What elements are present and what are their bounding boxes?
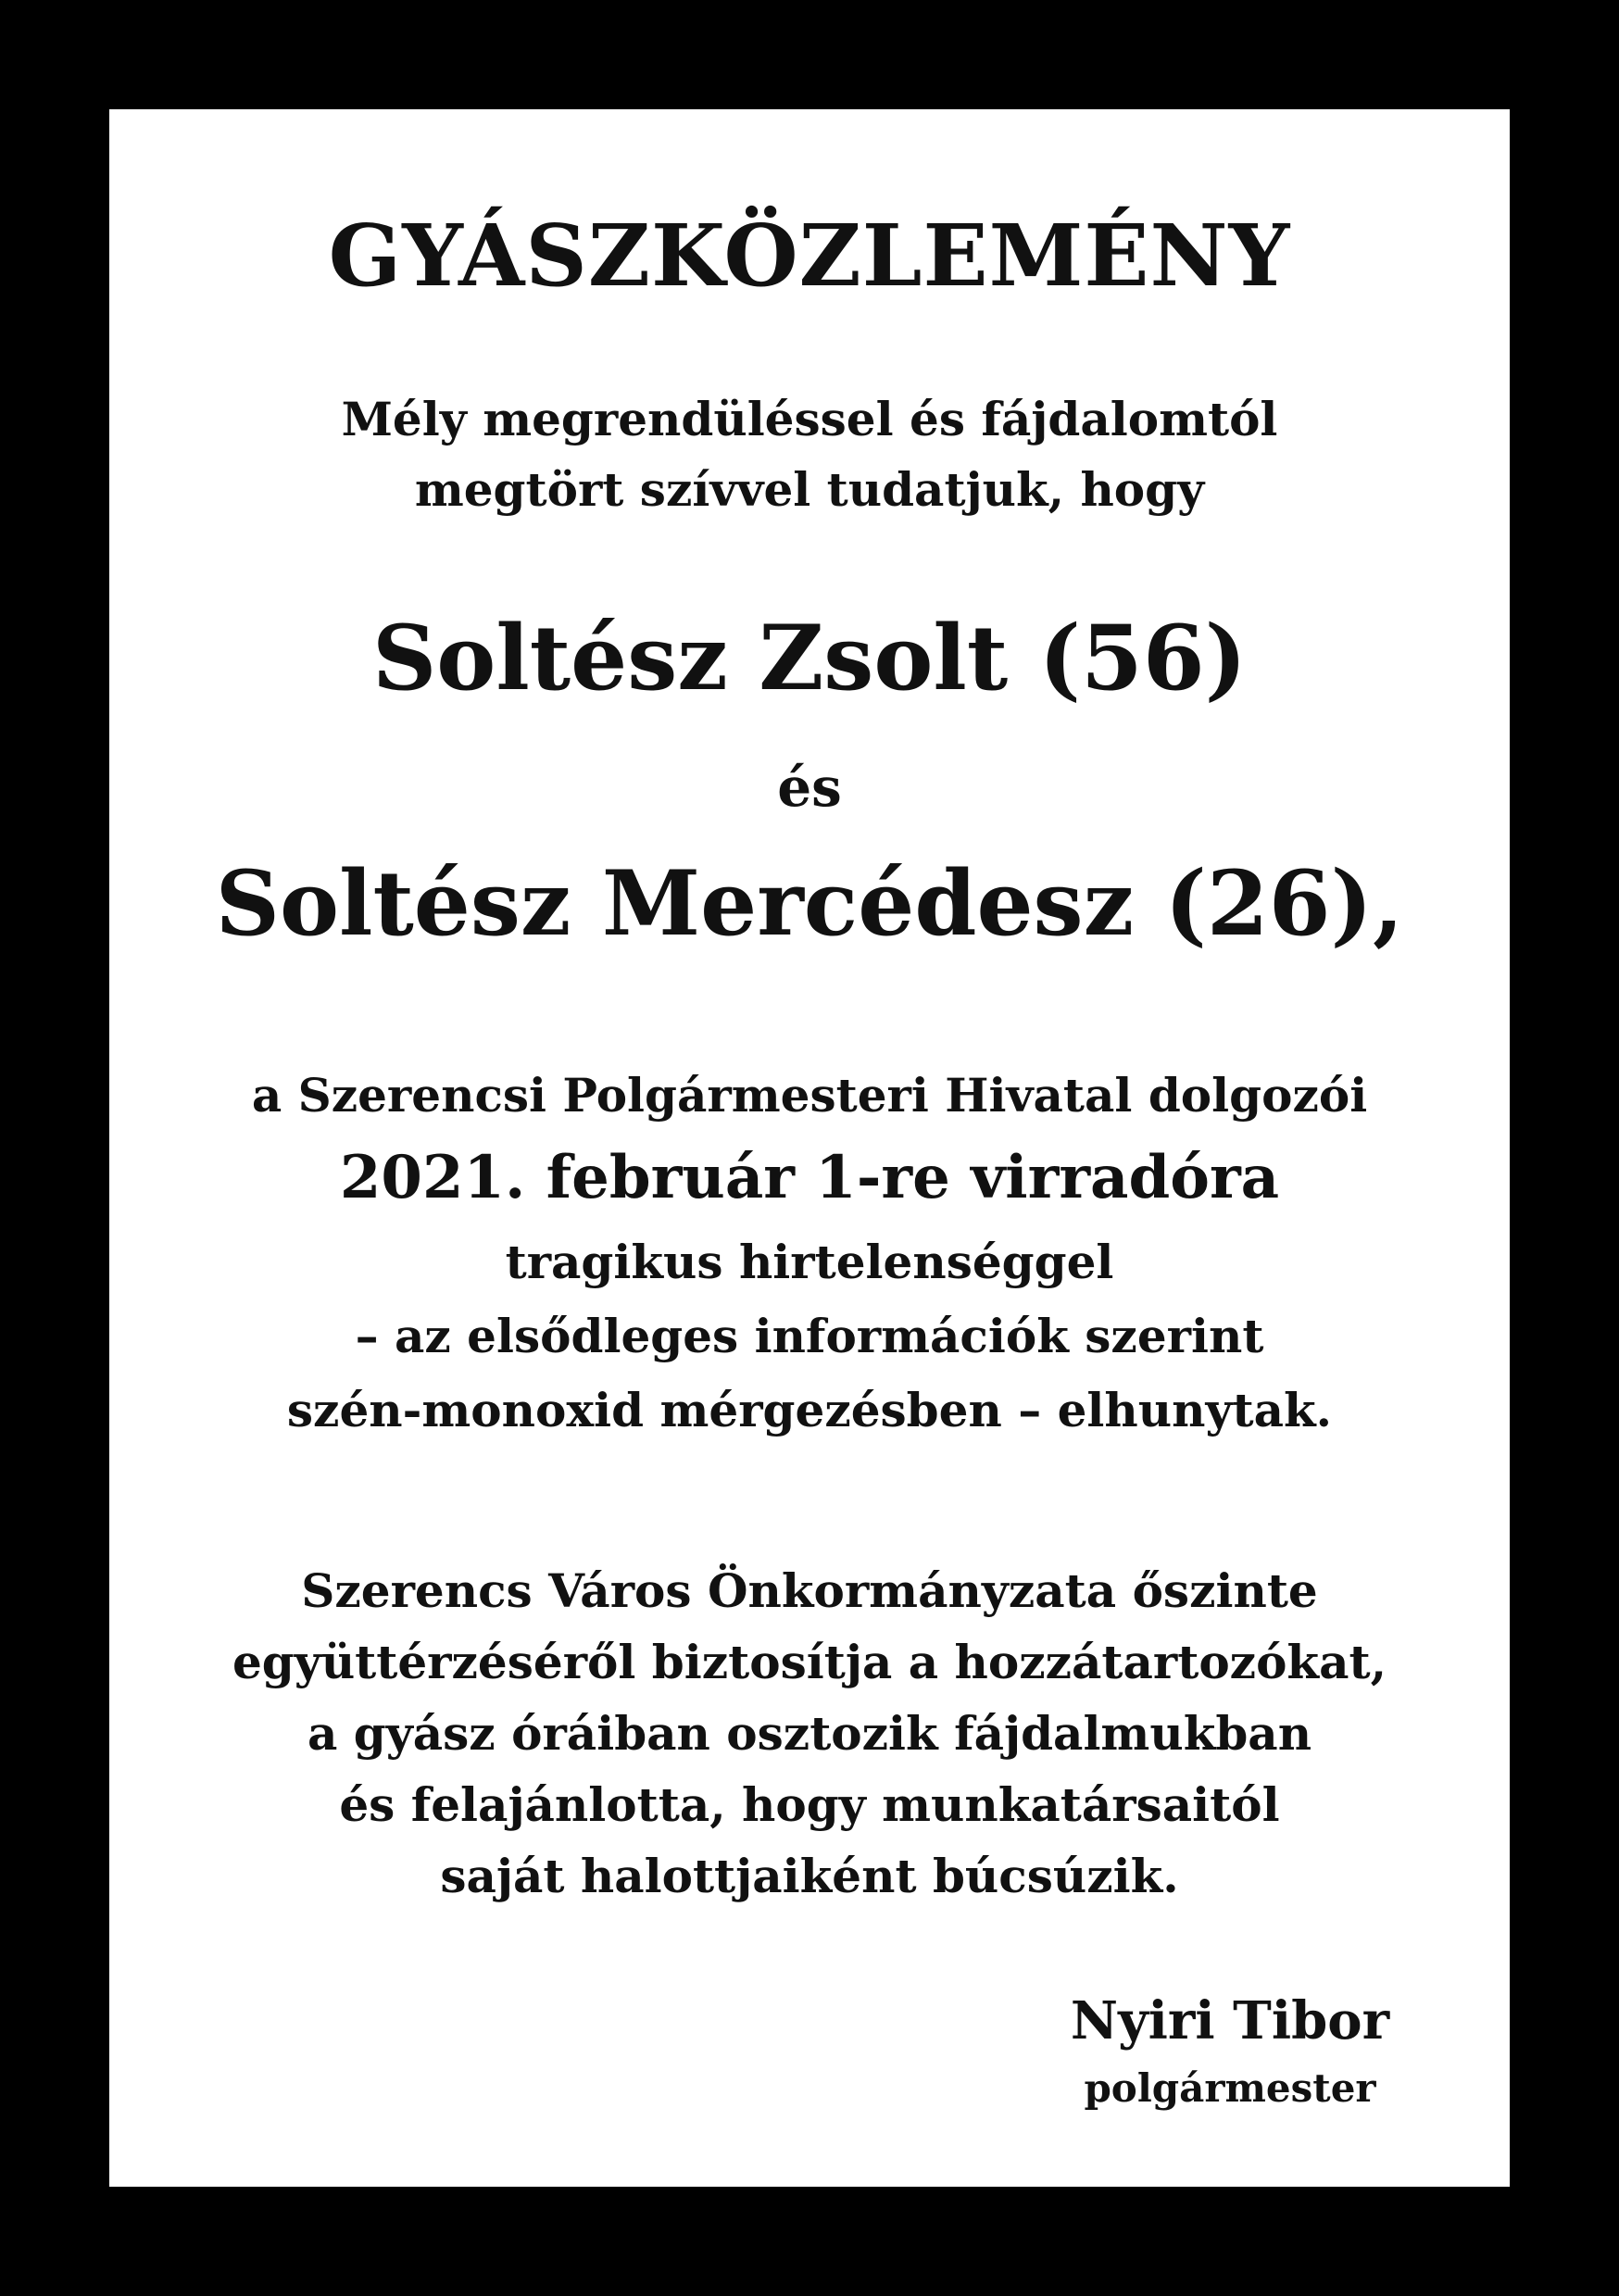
deceased-name-2: Soltész Mercédesz (26), bbox=[215, 851, 1404, 956]
deceased-name-1: Soltész Zsolt (56) bbox=[371, 606, 1248, 710]
detail-line-date: 2021. február 1-re virradóra bbox=[339, 1143, 1280, 1212]
conjunction: és bbox=[777, 756, 842, 819]
intro-line-2: megtört szívvel tudatjuk, hogy bbox=[414, 462, 1205, 517]
condolence-line-2: együttérzéséről biztosítja a hozzátartozókat, bbox=[232, 1635, 1387, 1689]
detail-line-1: a Szerencsi Polgármesteri Hivatal dolgozói bbox=[251, 1068, 1368, 1123]
notice-card bbox=[109, 109, 1510, 2187]
notice-title: GYÁSZKÖZLEMÉNY bbox=[328, 206, 1291, 306]
intro-line-1: Mély megrendüléssel és fájdalomtól bbox=[341, 392, 1278, 446]
condolence-line-3: a gyász óráiban osztozik fájdalmukban bbox=[307, 1706, 1312, 1761]
condolence-line-5: saját halottjaiként búcsúzik. bbox=[440, 1849, 1179, 1903]
signature-name: Nyiri Tibor bbox=[1070, 1990, 1390, 2051]
detail-line-5: szén-monoxid mérgezésben – elhunytak. bbox=[286, 1383, 1333, 1437]
signature-role: polgármester bbox=[1084, 2065, 1376, 2111]
condolence-line-4: és felajánlotta, hogy munkatársaitól bbox=[339, 1777, 1280, 1832]
condolence-line-1: Szerencs Város Önkormányzata őszinte bbox=[301, 1563, 1318, 1618]
detail-line-3: tragikus hirtelenséggel bbox=[505, 1235, 1114, 1289]
detail-line-4: – az elsődleges információk szerint bbox=[355, 1309, 1264, 1363]
